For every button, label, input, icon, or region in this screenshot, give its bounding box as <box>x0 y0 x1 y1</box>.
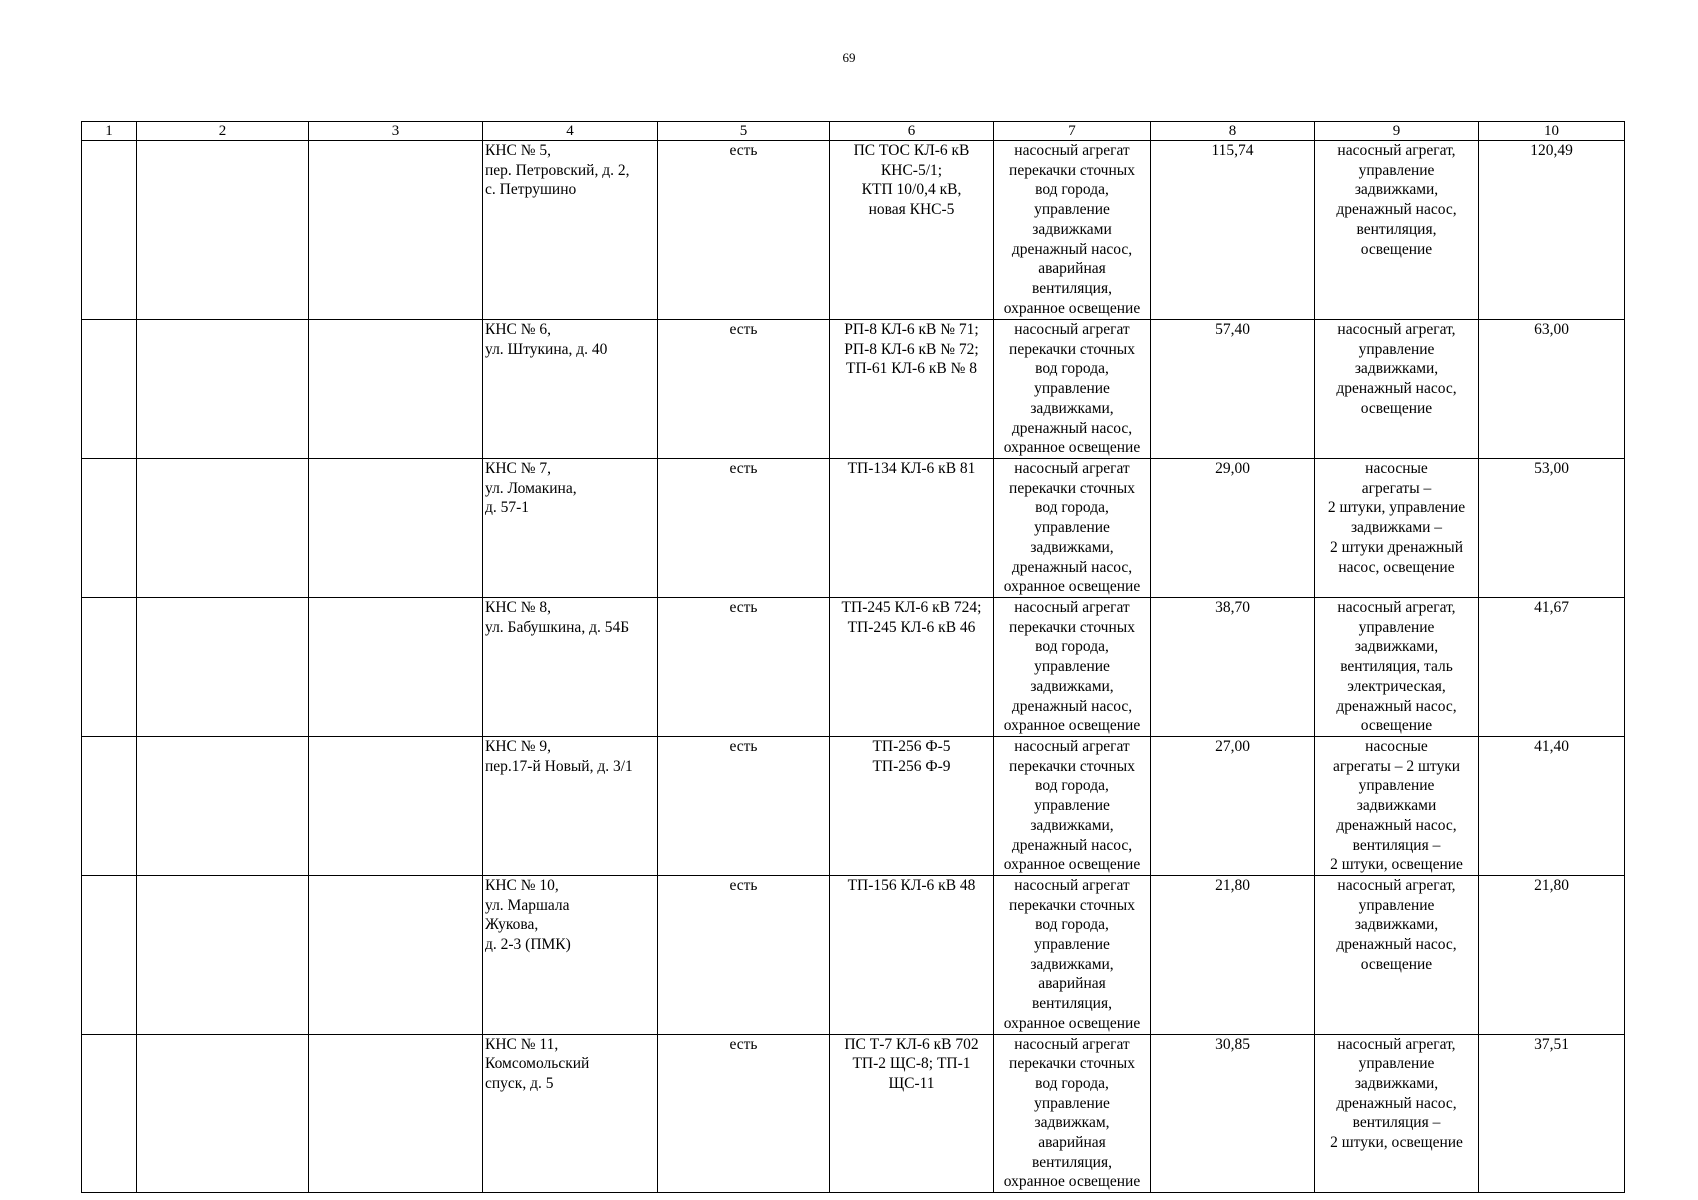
table-row <box>82 459 1625 598</box>
column-number-row <box>82 122 1625 141</box>
total-value: 120,49 <box>1479 141 1625 320</box>
power-source: ТП-256 Ф-5 ТП-256 Ф-9 <box>830 737 994 876</box>
cell-col-2 <box>137 459 309 598</box>
power-source: ТП-156 КЛ-6 кВ 48 <box>830 875 994 1034</box>
total-value: 41,40 <box>1479 737 1625 876</box>
cell-col-3 <box>309 320 483 459</box>
cell-col-2 <box>137 598 309 737</box>
load-value: 29,00 <box>1151 459 1315 598</box>
total-value: 37,51 <box>1479 1034 1625 1193</box>
table-row <box>82 875 1625 1034</box>
cell-col-2 <box>137 875 309 1034</box>
column-number: 8 <box>1151 122 1315 141</box>
cell-col-1 <box>82 141 137 320</box>
table-row <box>82 598 1625 737</box>
availability: есть <box>658 737 830 876</box>
data-table <box>81 121 1625 1193</box>
cell-col-1 <box>82 320 137 459</box>
station-address: КНС № 7, ул. Ломакина, д. 57-1 <box>483 459 658 598</box>
equipment: насосный агрегат перекачки сточных вод города, управление задвижками, дренажный насос, охранное освещение <box>994 459 1151 598</box>
equipment: насосный агрегат перекачки сточных вод города, управление задвижками, дренажный насос, охранное освещение <box>994 598 1151 737</box>
consumers: насосный агрегат, управление задвижками, дренажный насос, вентиляция – 2 штуки, освещение <box>1315 1034 1479 1193</box>
consumers: насосный агрегат, управление задвижками, вентиляция, таль электрическая, дренажный насос, освещение <box>1315 598 1479 737</box>
cell-col-1 <box>82 598 137 737</box>
total-value: 53,00 <box>1479 459 1625 598</box>
consumers: насосный агрегат, управление задвижками, дренажный насос, освещение <box>1315 320 1479 459</box>
availability: есть <box>658 459 830 598</box>
power-source: РП-8 КЛ-6 кВ № 71; РП-8 КЛ-6 кВ № 72; ТП-61 КЛ-6 кВ № 8 <box>830 320 994 459</box>
station-address: КНС № 10, ул. Маршала Жукова, д. 2-3 (ПМК) <box>483 875 658 1034</box>
total-value: 21,80 <box>1479 875 1625 1034</box>
column-number: 3 <box>309 122 483 141</box>
column-number: 4 <box>483 122 658 141</box>
table-row <box>82 141 1625 320</box>
cell-col-1 <box>82 459 137 598</box>
table-row <box>82 320 1625 459</box>
load-value: 57,40 <box>1151 320 1315 459</box>
cell-col-2 <box>137 1034 309 1193</box>
station-address: КНС № 6, ул. Штукина, д. 40 <box>483 320 658 459</box>
load-value: 27,00 <box>1151 737 1315 876</box>
availability: есть <box>658 141 830 320</box>
cell-col-3 <box>309 875 483 1034</box>
power-source: ТП-134 КЛ-6 кВ 81 <box>830 459 994 598</box>
cell-col-2 <box>137 320 309 459</box>
cell-col-3 <box>309 459 483 598</box>
load-value: 38,70 <box>1151 598 1315 737</box>
consumers: насосный агрегат, управление задвижками, дренажный насос, освещение <box>1315 875 1479 1034</box>
load-value: 21,80 <box>1151 875 1315 1034</box>
availability: есть <box>658 598 830 737</box>
cell-col-2 <box>137 737 309 876</box>
page-number: 69 <box>842 50 856 65</box>
station-address: КНС № 5, пер. Петровский, д. 2, с. Петрушино <box>483 141 658 320</box>
power-source: ПС Т-7 КЛ-6 кВ 702 ТП-2 ЩС-8; ТП-1 ЩС-11 <box>830 1034 994 1193</box>
table-row <box>82 737 1625 876</box>
cell-col-1 <box>82 737 137 876</box>
equipment: насосный агрегат перекачки сточных вод города, управление задвижками, аварийная вентиляция, охранное освещение <box>994 875 1151 1034</box>
column-number: 5 <box>658 122 830 141</box>
equipment: насосный агрегат перекачки сточных вод города, управление задвижкам, аварийная вентиляция, охранное освещение <box>994 1034 1151 1193</box>
power-source: ТП-245 КЛ-6 кВ 724; ТП-245 КЛ-6 кВ 46 <box>830 598 994 737</box>
station-address: КНС № 9, пер.17-й Новый, д. 3/1 <box>483 737 658 876</box>
load-value: 115,74 <box>1151 141 1315 320</box>
cell-col-1 <box>82 875 137 1034</box>
consumers: насосные агрегаты – 2 штуки управление задвижками дренажный насос, вентиляция – 2 штуки, освещение <box>1315 737 1479 876</box>
consumers: насосные агрегаты – 2 штуки, управление задвижками – 2 штуки дренажный насос, освещение <box>1315 459 1479 598</box>
column-number: 6 <box>830 122 994 141</box>
availability: есть <box>658 1034 830 1193</box>
cell-col-3 <box>309 141 483 320</box>
column-number: 1 <box>82 122 137 141</box>
availability: есть <box>658 320 830 459</box>
consumers: насосный агрегат, управление задвижками, дренажный насос, вентиляция, освещение <box>1315 141 1479 320</box>
equipment: насосный агрегат перекачки сточных вод города, управление задвижками, дренажный насос, охранное освещение <box>994 737 1151 876</box>
total-value: 63,00 <box>1479 320 1625 459</box>
table-row <box>82 1034 1625 1193</box>
column-number: 10 <box>1479 122 1625 141</box>
availability: есть <box>658 875 830 1034</box>
cell-col-2 <box>137 141 309 320</box>
column-number: 7 <box>994 122 1151 141</box>
station-address: КНС № 11, Комсомольский спуск, д. 5 <box>483 1034 658 1193</box>
station-address: КНС № 8, ул. Бабушкина, д. 54Б <box>483 598 658 737</box>
cell-col-1 <box>82 1034 137 1193</box>
cell-col-3 <box>309 737 483 876</box>
cell-col-3 <box>309 598 483 737</box>
column-number: 2 <box>137 122 309 141</box>
power-source: ПС ТОС КЛ-6 кВ КНС-5/1; КТП 10/0,4 кВ, новая КНС-5 <box>830 141 994 320</box>
column-number: 9 <box>1315 122 1479 141</box>
cell-col-3 <box>309 1034 483 1193</box>
total-value: 41,67 <box>1479 598 1625 737</box>
equipment: насосный агрегат перекачки сточных вод города, управление задвижками дренажный насос, аварийная вентиляция, охранное освещение <box>994 141 1151 320</box>
load-value: 30,85 <box>1151 1034 1315 1193</box>
equipment: насосный агрегат перекачки сточных вод города, управление задвижками, дренажный насос, охранное освещение <box>994 320 1151 459</box>
